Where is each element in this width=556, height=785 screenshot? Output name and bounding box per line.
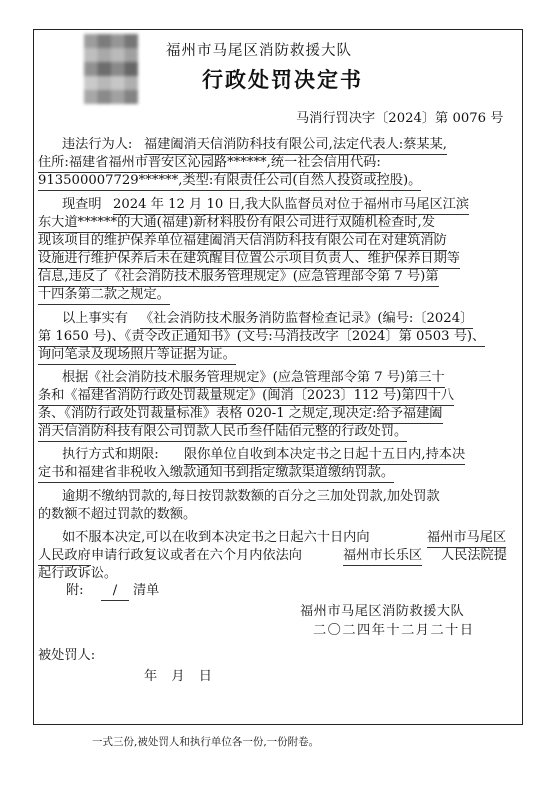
attachment-label: 附: [66,583,84,598]
late-penalty-line: 逾期不缴纳罚款的,每日按罚款数额的百分之三加处罚款,加处罚款 [62,489,440,504]
findings-line: 信息,违反了《社会消防技术服务管理规定》(应急管理部令第 7 号)第 [38,268,439,287]
findings-line: 2024 年 12 月 10 日,我大队监督员对位于福州市马尾区江滨 [113,196,469,215]
evidence-line: 《社会消防技术服务消防监督检查记录》(编号:〔2024〕 [140,310,473,329]
evidence-line: 第 1650 号)、《责令改正通知书》(文号:马消技改字〔2024〕第 0503 号)、 [38,328,485,347]
basis-line: 条和《福建省消防行政处罚裁量规定》(闽消〔2023〕112 号)第四十八 [38,387,454,406]
issuing-org: 福州市马尾区消防救援大队 [166,43,352,59]
execution-label: 执行方式和期限: [62,447,159,462]
offender-label: 违法行为人: [62,137,133,152]
late-penalty-line: 的数额不超过罚款的数额。 [38,507,197,522]
appeal-line: 起行政诉讼。 [38,566,118,581]
offender-credit-code: 913500007729******,类型:有限责任公司(自然人投资或控股)。 [38,172,421,191]
recipient-date: 年 月 日 [144,669,212,684]
court-authority: 福州市长乐区 [343,547,422,566]
footnote: 一式三份,被处罚人和执行单位各一份,一份附卷。 [92,736,320,748]
review-authority: 人民政府 [38,547,91,566]
basis-line: 消天信消防科技有限公司罚款人民币叁仟陆佰元整的行政处罚。 [38,423,407,442]
offender-name: 福建阖消天信消防科技有限公司,法定代表人:蔡某某, [144,136,447,155]
appeal-line: 如不服本决定,可以在收到本决定书之日起六十日内向 [62,530,370,545]
offender-address: 住所:福建省福州市晋安区沁园路******,统一社会信用代码: [38,154,381,173]
evidence-line: 询问笔录及现场照片等证据为证。 [38,346,236,365]
basis-line: 条、《消防行政处罚裁量标准》表格 020-1 之规定,现决定:给予福建阖 [38,405,443,424]
findings-line: 十四条第二款之规定。 [38,286,170,305]
findings-line: 东大道******的大通(福建)新材料股份有限公司进行双随机检查时,发 [38,214,435,233]
recipient-label: 被处罚人: [38,648,96,663]
basis-label: 根据 [62,370,89,385]
basis-line: 《社会消防技术服务管理规定》(应急管理部令第 7 号)第三十 [88,369,445,388]
document-title: 行政处罚决定书 [202,68,363,92]
signature-org: 福州市马尾区消防救援大队 [300,604,465,619]
review-authority: 福州市马尾区 [427,529,506,548]
findings-line: 设施进行维护保养后未在建筑醒目位置公示项目负责人、维护保养日期等 [38,250,460,269]
redacted-seal-image [84,34,138,104]
signature-date: 二〇二四年十二月二十日 [313,623,475,638]
appeal-line: 人民法院提 [441,548,507,563]
evidence-label: 以上事实有 [62,311,128,326]
appeal-line: 申请行政复议或者在六个月内依法向 [91,548,302,563]
attachment-value: / [101,582,129,601]
document-number: 马消行罚决字〔2024〕第 0076 号 [296,111,504,126]
execution-line: 限你单位自收到本决定书之日起十五日内,持本决 [184,446,465,465]
findings-line: 现该项目的维护保养单位福建阖消天信消防科技有限公司在对建筑消防 [38,232,447,251]
findings-label: 现查明 [62,197,102,212]
attachment-suffix: 清单 [133,583,160,598]
execution-line: 定书和福建省非税收入缴款通知书到指定缴款渠道缴纳罚款。 [38,464,394,483]
